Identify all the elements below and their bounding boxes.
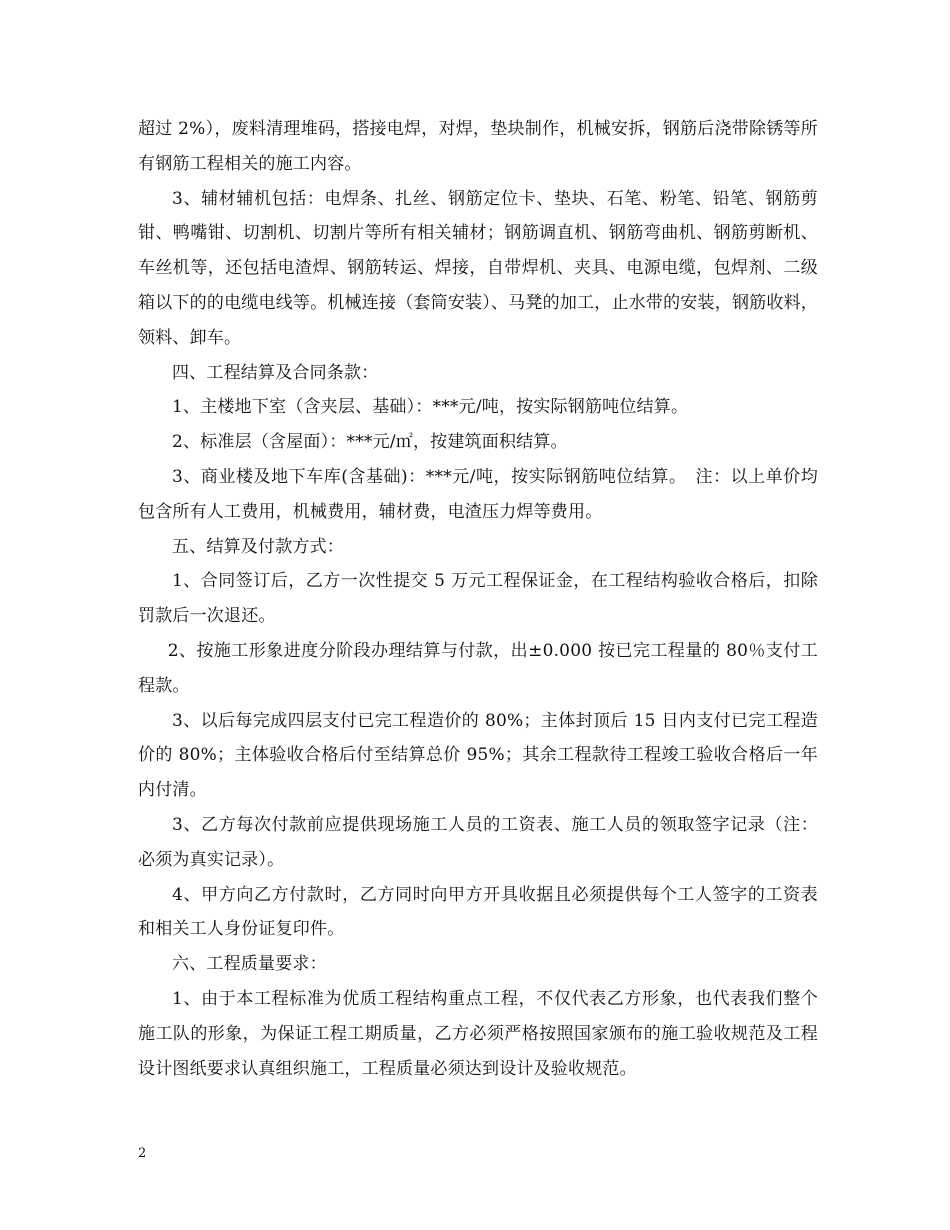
paragraph-commercial-garage-price: 3、商业楼及地下车库(含基础)：***元/吨，按实际钢筋吨位结算。 注：以上单价均包含所有人工费用，机械费用，辅材费，电渣压力焊等费用。 <box>138 466 818 522</box>
body-text <box>138 112 818 1086</box>
section-heading-quality-requirements: 六、工程质量要求： <box>172 954 327 975</box>
paragraph-payment-schedule: 3、以后每完成四层支付已完工程造价的 80%；主体封顶后 15 日内支付已完工程造价的 80%；主体验收合格后付至结算总价 95%；其余工程款待工程竣工验收合格后一年内付清。 <box>138 710 818 801</box>
paragraph-auxiliary-materials: 3、辅材辅机包括：电焊条、扎丝、钢筋定位卡、垫块、石笔、粉笔、铅笔、钢筋剪钳、鸭嘴钳、切割机、切割片等所有相关辅材；钢筋调直机、钢筋弯曲机、钢筋剪断机、车丝机等，还包括电渣焊、钢筋转运、焊接，自带焊机、夹具、电源电缆，包焊剂、二级箱以下的的电缆电线等。机械连接（套筒安装）、马凳的加工，止水带的安装，钢筋收料，领料、卸车。 <box>138 188 818 348</box>
paragraph-progress-payment: 2、按施工形象进度分阶段办理结算与付款，出±0.000 按已完工程量的 80％支付工程款。 <box>138 640 818 696</box>
paragraph-main-basement-price: 1、主楼地下室（含夹层、基础）：***元/吨，按实际钢筋吨位结算。 <box>172 397 689 418</box>
paragraph-quality-standard: 1、由于本工程标准为优质工程结构重点工程，不仅代表乙方形象，也代表我们整个施工队的形象，为保证工程工期质量，乙方必须严格按照国家颁布的施工验收规范及工程设计图纸要求认真组织施工，工程质量必须达到设计及验收规范。 <box>138 988 818 1079</box>
page-number: 2 <box>138 1146 147 1161</box>
paragraph-scope-continued: 超过 2%），废料清理堆码，搭接电焊，对焊，垫块制作，机械安拆，钢筋后浇带除锈等所有钢筋工程相关的施工内容。 <box>138 119 818 174</box>
paragraph-payroll-records: 3、乙方每次付款前应提供现场施工人员的工资表、施工人员的领取签字记录（注：必须为真实记录）。 <box>138 814 818 870</box>
paragraph-standard-floor-price: 2、标准层（含屋面）：***元/㎡，按建筑面积结算。 <box>172 432 568 453</box>
paragraph-receipts: 4、甲方向乙方付款时，乙方同时向甲方开具收据且必须提供每个工人签字的工资表和相关工人身份证复印件。 <box>138 884 818 940</box>
section-heading-payment-method: 五、结算及付款方式： <box>172 536 344 557</box>
paragraph-deposit: 1、合同签订后，乙方一次性提交 5 万元工程保证金，在工程结构验收合格后，扣除罚款后一次退还。 <box>138 571 818 627</box>
section-heading-settlement-terms: 四、工程结算及合同条款： <box>172 362 379 383</box>
